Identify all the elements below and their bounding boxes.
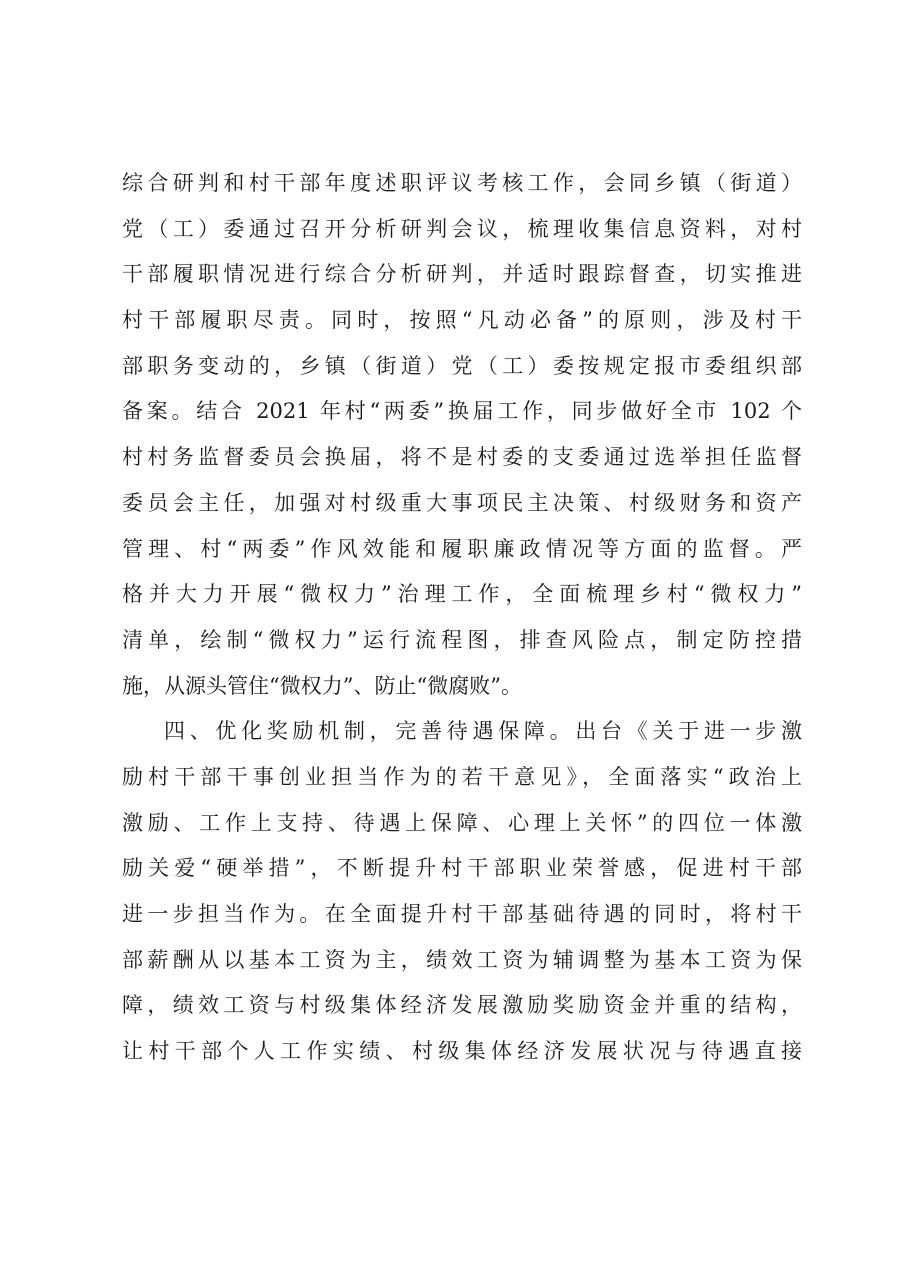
paragraph-line: 村村务监督委员会换届，将不是村委的支委通过选举担任监督: [122, 445, 802, 470]
paragraph-line: 部职务变动的，乡镇（街道）党（工）委按规定报市委组织部: [122, 353, 802, 378]
paragraph-line: 励村干部干事创业担当作为的若干意见》，全面落实“政治上: [122, 764, 802, 789]
paragraph-1: [122, 161, 802, 709]
paragraph-line: 综合研判和村干部年度述职评议考核工作，会同乡镇（街道）: [122, 171, 802, 195]
paragraph-line: 障，绩效工资与村级集体经济发展激励奖励资金并重的结构，: [122, 993, 802, 1018]
paragraph-line: 部薪酬从以基本工资为主，绩效工资为辅调整为基本工资为保: [122, 947, 802, 972]
paragraph-line: 激励、工作上支持、待遇上保障、心理上关怀”的四位一体激: [122, 810, 802, 835]
paragraph-line: 委员会主任，加强对村级重大事项民主决策、村级财务和资产: [122, 490, 802, 515]
paragraph-line: 党（工）委通过召开分析研判会议，梳理收集信息资料，对村: [122, 216, 802, 241]
paragraph-line: 四、优化奖励机制，完善待遇保障。出台《关于进一步激: [164, 719, 802, 744]
paragraph-line: 格并大力开展“微权力”治理工作，全面梳理乡村“微权力”: [122, 582, 802, 607]
paragraph-line: 励关爱“硬举措”，不断提升村干部职业荣誉感，促进村干部: [122, 856, 802, 881]
paragraph-line: 管理、村“两委”作风效能和履职廉政情况等方面的监督。严: [122, 536, 802, 561]
paragraph-line: 备案。结合 2021 年村“两委”换届工作，同步做好全市 102 个: [122, 399, 802, 424]
body-text: [122, 161, 802, 1075]
paragraph-line: 进一步担当作为。在全面提升村干部基础待遇的同时，将村干: [122, 902, 802, 926]
paragraph-line: 村干部履职尽责。同时，按照“凡动必备”的原则，涉及村干: [122, 308, 802, 333]
paragraph-line: 清单，绘制“微权力”运行流程图，排查风险点，制定防控措: [122, 627, 802, 652]
paragraph-line: 干部履职情况进行综合分析研判，并适时跟踪督查，切实推进: [122, 262, 802, 287]
paragraph-2: [122, 709, 802, 1075]
paragraph-line: 施，从源头管住“微权力”、防止“微腐败”。: [122, 673, 522, 698]
paragraph-line: 让村干部个人工作实绩、村级集体经济发展状况与待遇直接: [122, 1039, 802, 1064]
